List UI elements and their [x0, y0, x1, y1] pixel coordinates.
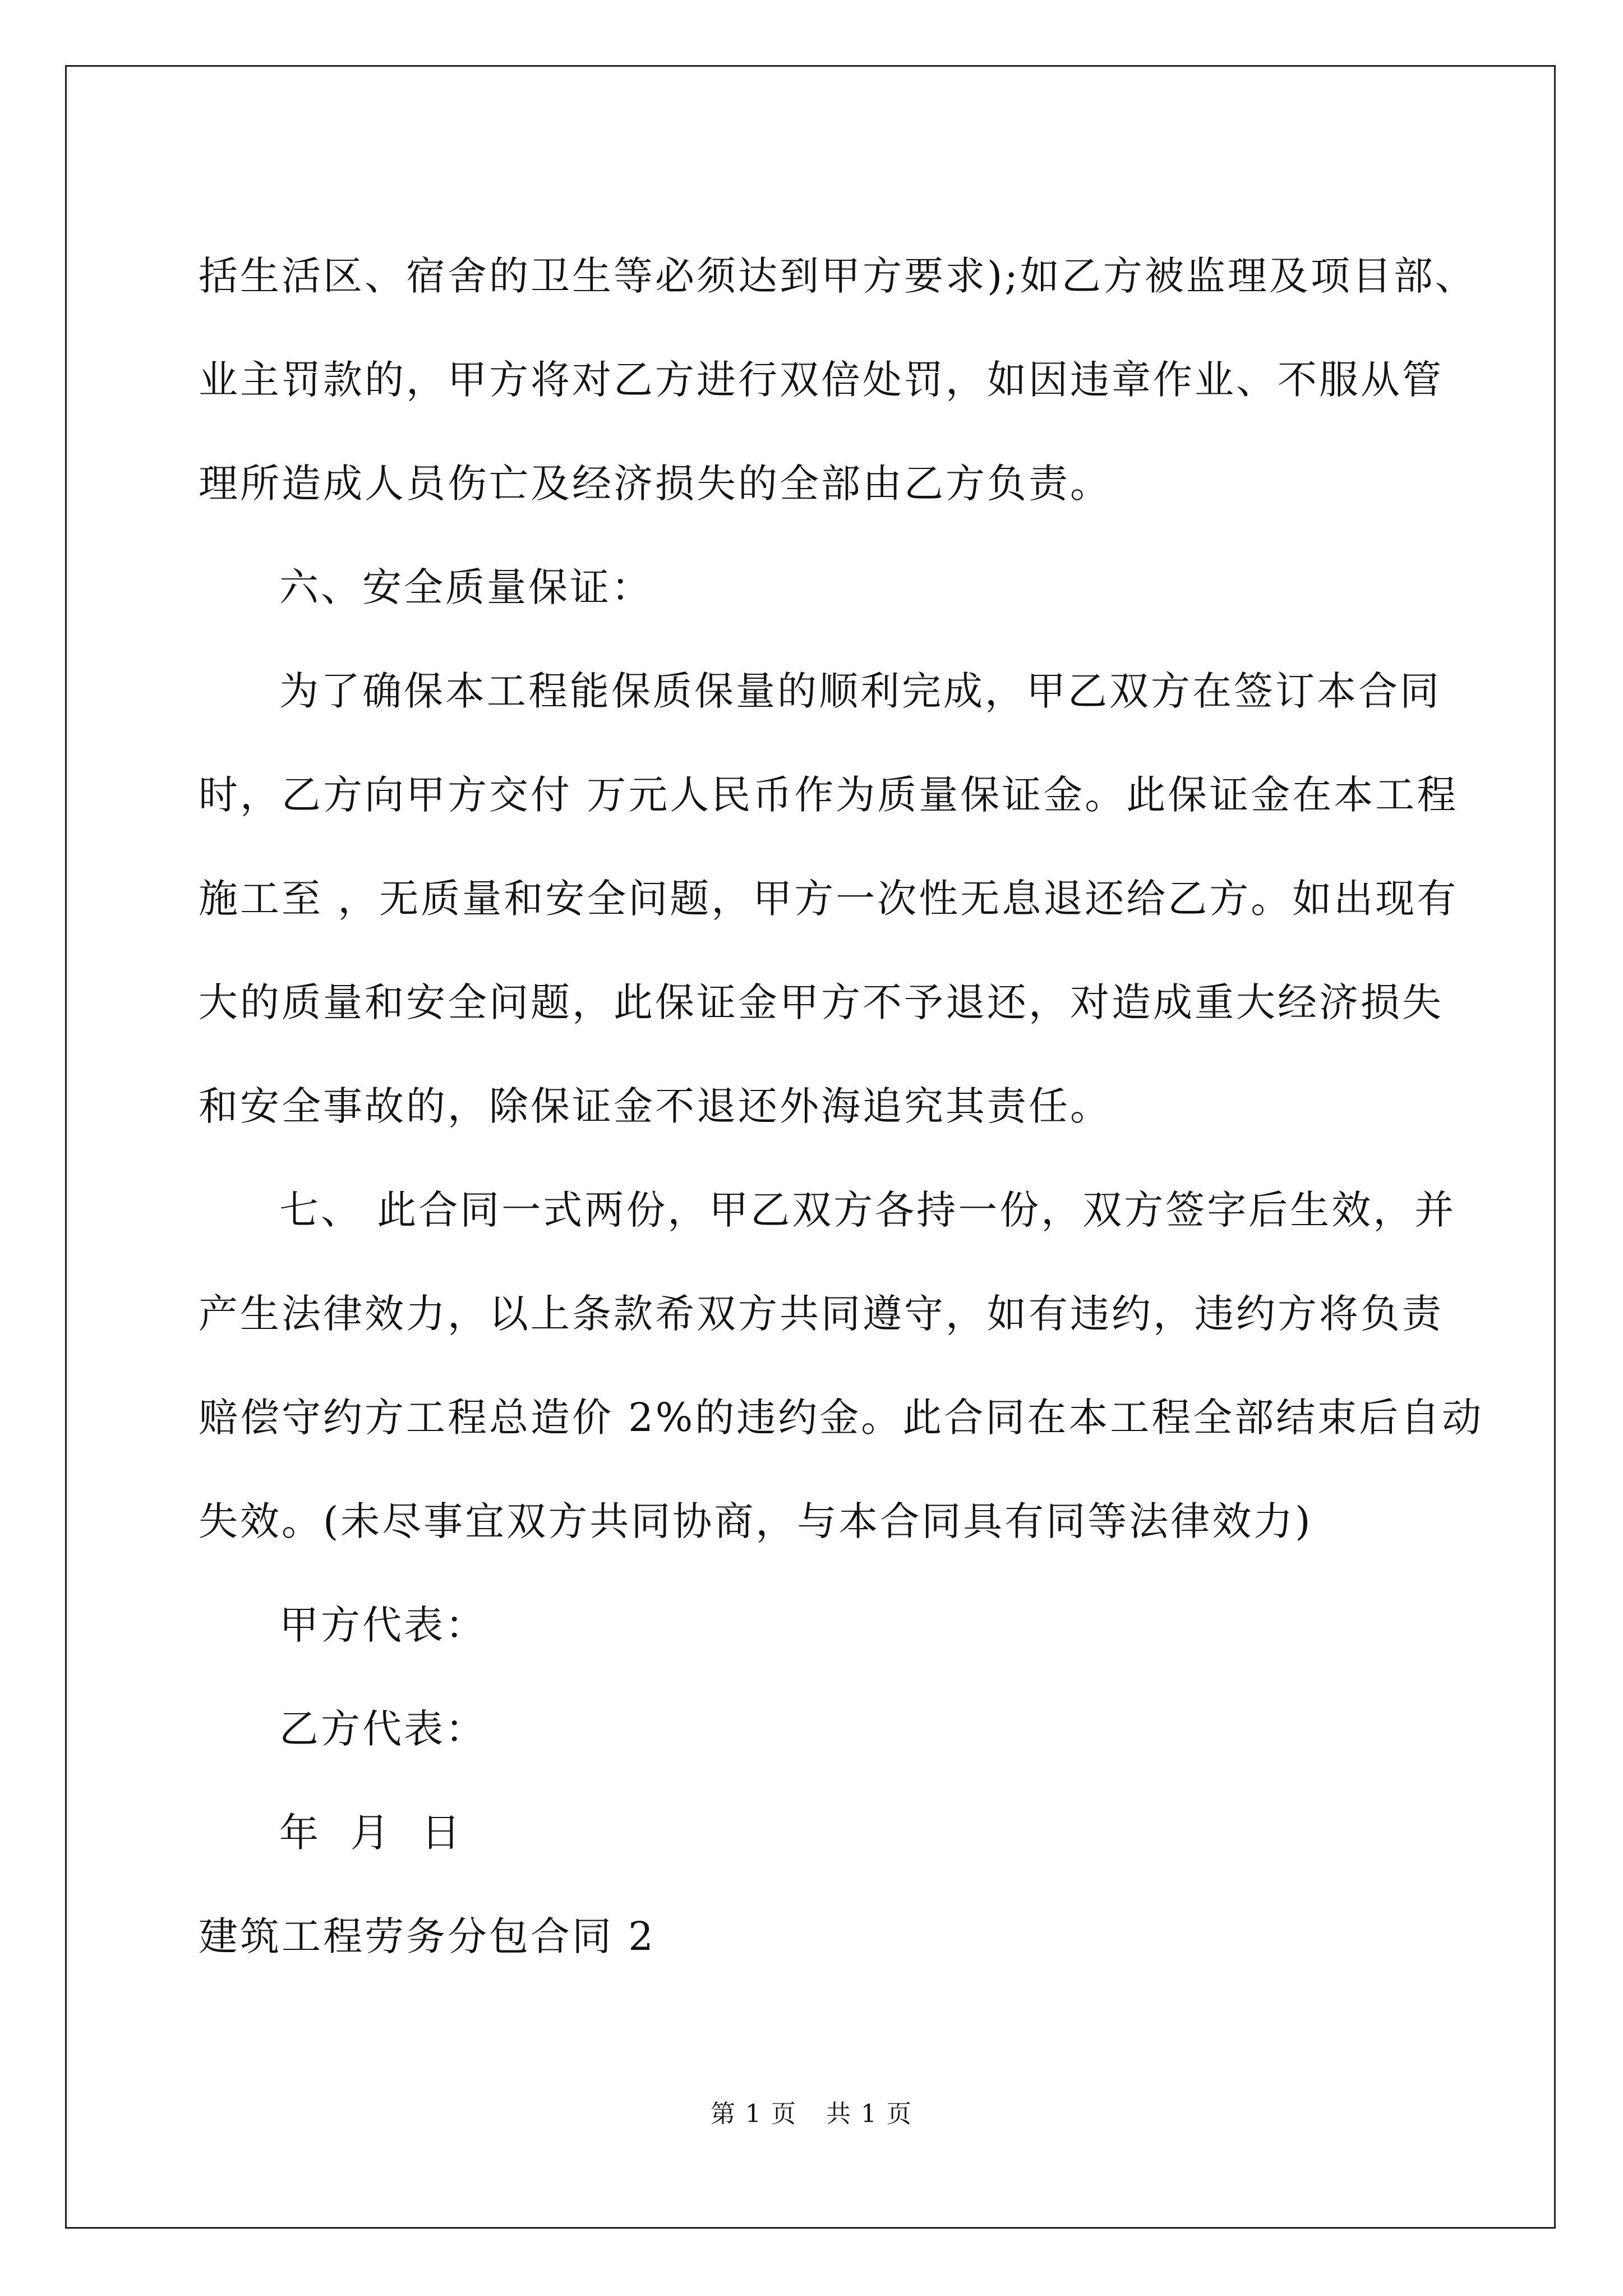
- text-line: 括生活区、宿舍的卫生等必须达到甲方要求);如乙方被监理及项目部、: [199, 253, 1477, 299]
- text-line: 大的质量和安全问题，此保证金甲方不予退还，对造成重大经济损失: [199, 979, 1444, 1025]
- text-line: 理所造成人员伤亡及经济损失的全部由乙方负责。: [199, 461, 1112, 507]
- page-total: 共 1 页: [826, 2100, 912, 2128]
- next-contract-title: 建筑工程劳务分包合同 2: [199, 1913, 656, 1959]
- document-body: [199, 224, 1484, 1989]
- date-line: 年 月 日: [279, 1810, 463, 1856]
- text-line: 时，乙方向甲方交付 万元人民币作为质量保证金。此保证金在本工程: [199, 772, 1459, 818]
- text-line: 失效。(未尽事宜双方共同协商，与本合同具有同等法律效力): [199, 1498, 1313, 1544]
- page-footer: [0, 2093, 1623, 2129]
- text-line: 为了确保本工程能保质保量的顺利完成，甲乙双方在签订本合同: [279, 668, 1441, 714]
- text-line: 产生法律效力，以上条款希双方共同遵守，如有违约，违约方将负责: [199, 1291, 1444, 1337]
- section-heading: 六、安全质量保证：: [279, 564, 653, 610]
- text-line: 赔偿守约方工程总造价 2%的违约金。此合同在本工程全部结束后自动: [199, 1395, 1484, 1441]
- party-b-representative: 乙方代表：: [279, 1706, 487, 1752]
- text-line: 和安全事故的，除保证金不退还外海追究其责任。: [199, 1083, 1112, 1129]
- page-number: 第 1 页: [711, 2100, 797, 2128]
- section-heading: 七、 此合同一式两份，甲乙双方各持一份，双方签字后生效，并: [279, 1187, 1456, 1233]
- text-line: 施工至 ，无质量和安全问题，甲方一次性无息退还给乙方。如出现有: [199, 876, 1459, 922]
- text-line: 业主罚款的，甲方将对乙方进行双倍处罚，如因违章作业、不服从管: [199, 357, 1444, 403]
- party-a-representative: 甲方代表：: [279, 1602, 487, 1648]
